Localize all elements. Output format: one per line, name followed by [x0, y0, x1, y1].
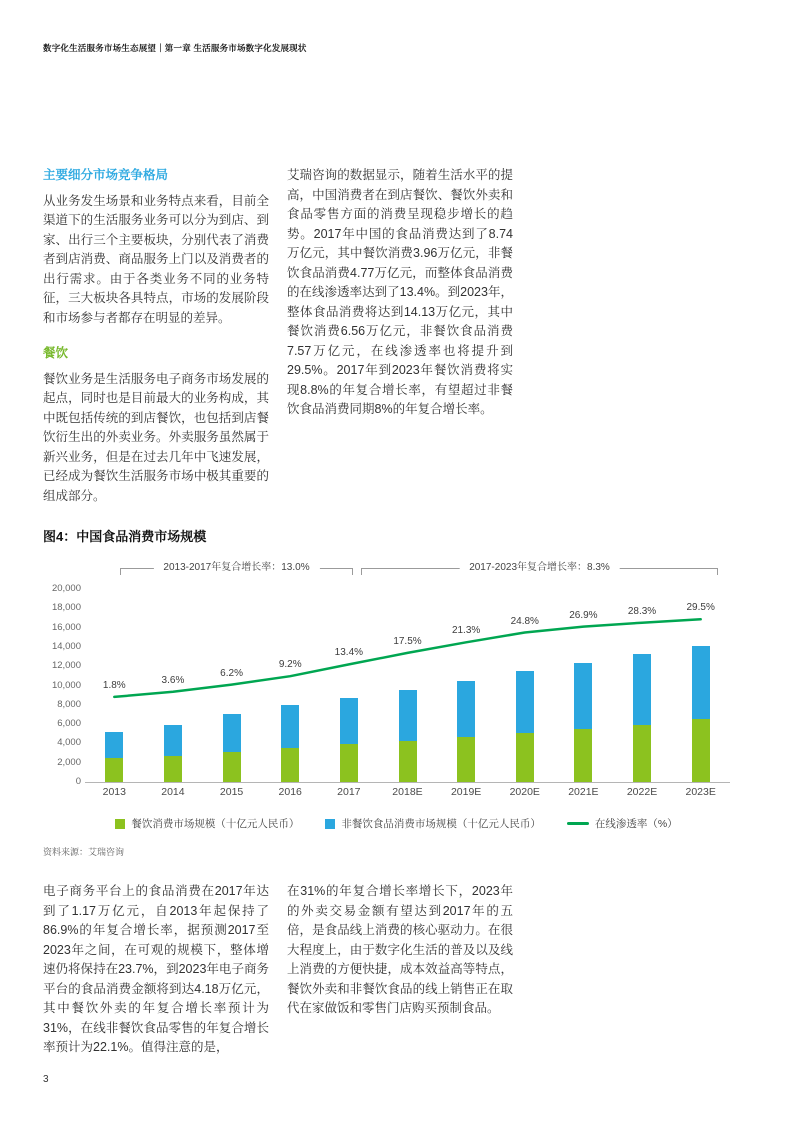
y-axis-tick-label: 0: [75, 776, 81, 787]
stacked-bar-2015: [223, 714, 241, 783]
penetration-rate-label: 17.5%: [393, 635, 422, 647]
x-axis-tick-label: 2022E: [626, 786, 658, 798]
penetration-rate-label: 9.2%: [278, 659, 302, 671]
bar-segment: [692, 719, 710, 782]
bar-segment: [105, 758, 123, 782]
penetration-rate-label: 29.5%: [686, 602, 715, 614]
figure-title: 图4：中国食品消费市场规模: [43, 529, 207, 544]
penetration-rate-label: 13.4%: [334, 647, 364, 659]
y-axis-tick-label: 4,000: [57, 737, 81, 749]
penetration-rate-label: 26.9%: [569, 609, 598, 621]
x-axis-tick-label: 2013: [102, 786, 126, 798]
bar-segment: [633, 654, 651, 724]
legend-item: [115, 816, 299, 831]
cagr-bracket-2017-2023: [361, 561, 718, 575]
stacked-bar-2017: [340, 698, 358, 782]
y-axis-tick-label: 6,000: [57, 718, 81, 730]
legend-label: 餐饮消费市场规模（十亿元人民币）: [131, 818, 300, 830]
page-number: 3: [43, 1074, 49, 1085]
x-axis-tick-label: 2015: [219, 786, 244, 798]
cagr-bracket-2013-2017: [120, 561, 353, 575]
food-consumption-chart: [43, 555, 750, 858]
intro-section: [43, 166, 750, 506]
penetration-rate-label: 3.6%: [161, 674, 185, 686]
section-heading-catering: 餐饮: [43, 346, 69, 360]
y-axis-tick-label: 10,000: [51, 679, 81, 691]
intro-right-column: [287, 166, 513, 506]
bar-segment: [516, 733, 534, 782]
stacked-bar-2016: [281, 705, 299, 782]
legend-square-marker: [115, 819, 125, 829]
stacked-bar-2014: [164, 725, 182, 782]
cagr-label-2017-2023: 2017-2023年复合增长率：8.3%: [459, 561, 620, 575]
plot-area-wrap: [43, 583, 750, 787]
y-axis-tick-label: 20,000: [51, 583, 81, 594]
body-left-paragraph: 电子商务平台上的食品消费在2017年达到了1.17万亿元，自2013年起保持了86.9%的年复合增长率，据预测2017至2023年之间，在可观的规模下，整体增速仍将保持在23.7%，到2023年电子商务平台的食品消费金额将到达4.18万亿元，其中餐饮外卖的年复合增长率预计为31%，在线非餐饮食品零售的年复合增长率预计为22.1%。值得注意的是，: [43, 884, 269, 1054]
stacked-bar-2020E: [516, 671, 534, 782]
y-axis-tick-label: 12,000: [51, 660, 81, 672]
bar-segment: [399, 690, 417, 741]
x-axis: [85, 786, 730, 806]
bar-segment: [574, 729, 592, 782]
penetration-rate-label: 1.8%: [102, 679, 126, 691]
legend-label: 非餐饮食品消费市场规模（十亿元人民币）: [341, 818, 541, 830]
y-axis-tick-label: 18,000: [51, 602, 81, 614]
stacked-bar-2021E: [574, 663, 592, 782]
body-right-column: [287, 882, 513, 1058]
x-axis-tick-label: 2017: [337, 786, 361, 798]
x-axis-tick-label: 2014: [161, 786, 185, 798]
intro-right-paragraph: 艾瑞咨询的数据显示，随着生活水平的提高，中国消费者在到店餐饮、餐饮外卖和食品零售方面的消费呈现稳步增长的趋势。2017年中国的食品消费达到了8.74万亿元，其中餐饮消费3.96万亿元，非餐饮食品消费4.77万亿元，而整体食品消费的在线渗透率达到了13.4%。到2023年，整体食品消费将达到14.13万亿元，其中餐饮消费6.56万亿元，非餐饮食品消费7.57万亿元，在线渗透率也将提升到29.5%。2017年到2023年餐饮消费将实现8.8%的年复合增长率，有望超过非餐饮食品消费同期8%的年复合增长率。: [287, 168, 513, 416]
bar-segment: [164, 756, 182, 782]
bar-segment: [574, 663, 592, 729]
stacked-bar-2018E: [399, 690, 417, 782]
stacked-bar-2013: [105, 732, 123, 782]
y-axis-tick-label: 2,000: [57, 756, 81, 768]
intro-left-paragraph-1: 从业务发生场景和业务特点来看，目前全渠道下的生活服务业务可以分为到店、到家、出行三个主要板块，分别代表了消费者到店消费、商品服务上门以及消费者的出行需求。由于各类业务不同的业务特征，三大板块各具特点，市场的发展阶段和市场参与者都存在明显的差异。: [43, 193, 269, 325]
legend-item: [567, 816, 678, 831]
bar-segment: [340, 744, 358, 782]
intro-left-column: [43, 166, 269, 506]
penetration-rate-label: 6.2%: [220, 667, 243, 679]
body-right-paragraph: 在31%的年复合增长率增长下，2023年的外卖交易金额有望达到2017年的五倍，是食品线上消费的核心驱动力。在很大程度上，由于数字化生活的普及以及线上消费的方便快捷，成本效益高等特点，餐饮外卖和非餐饮食品的线上销售正在取代在家做饭和零售门店购买预制食品。: [287, 884, 513, 1015]
penetration-rate-label: 28.3%: [627, 605, 657, 617]
bar-segment: [105, 732, 123, 758]
body-section: [43, 882, 750, 1058]
cagr-bracket-band: [43, 555, 750, 581]
bar-segment: [457, 681, 475, 737]
x-axis-tick-label: 2021E: [568, 786, 599, 798]
x-axis-tick-label: 2023E: [685, 786, 716, 798]
bar-segment: [164, 725, 182, 756]
document-header: 数字化生活服务市场生态展望｜第一章 生活服务市场数字化发展现状: [43, 43, 307, 53]
bar-segment: [692, 646, 710, 719]
penetration-rate-label: 21.3%: [451, 625, 481, 637]
x-axis-tick-label: 2016: [278, 786, 302, 798]
bar-segment: [340, 698, 358, 744]
bar-segment: [281, 705, 299, 748]
section-heading-market-structure: 主要细分市场竞争格局: [43, 168, 169, 182]
cagr-label-2013-2017: 2013-2017年复合增长率：13.0%: [153, 561, 319, 575]
y-axis-tick-label: 8,000: [57, 698, 81, 710]
y-axis-tick-label: 16,000: [51, 621, 81, 633]
y-axis-tick-label: 14,000: [51, 640, 81, 652]
legend-item: [325, 816, 541, 831]
body-left-column: [43, 882, 269, 1058]
legend-square-marker: [325, 819, 335, 829]
legend-label: 在线渗透率（%）: [594, 818, 678, 830]
bar-segment: [281, 748, 299, 782]
bar-segment: [223, 752, 241, 782]
bar-segment: [223, 714, 241, 753]
penetration-rate-label: 24.8%: [510, 615, 539, 627]
bar-segment: [516, 671, 534, 733]
chart-legend: [43, 816, 750, 831]
y-axis: [43, 583, 81, 787]
intro-left-paragraph-2: 餐饮业务是生活服务电子商务市场发展的起点，同时也是目前最大的业务构成，其中既包括传统的到店餐饮，也包括到店餐饮衍生出的外卖业务。外卖服务虽然属于新兴业务，但是在过去几年中飞速发展，已经成为餐饮生活服务市场中极其重要的组成部分。: [43, 371, 269, 503]
legend-line-marker: [567, 822, 589, 825]
bar-segment: [457, 737, 475, 782]
x-axis-tick-label: 2019E: [450, 786, 482, 798]
source-note: 资料来源：艾瑞咨询: [43, 847, 125, 857]
bar-segment: [399, 741, 417, 782]
x-axis-tick-label: 2020E: [509, 786, 540, 798]
x-axis-tick-label: 2018E: [392, 786, 423, 798]
plot-area: [85, 589, 730, 783]
stacked-bar-2022E: [633, 654, 651, 782]
stacked-bar-2023E: [692, 646, 710, 782]
bar-segment: [633, 725, 651, 782]
stacked-bar-2019E: [457, 681, 475, 782]
